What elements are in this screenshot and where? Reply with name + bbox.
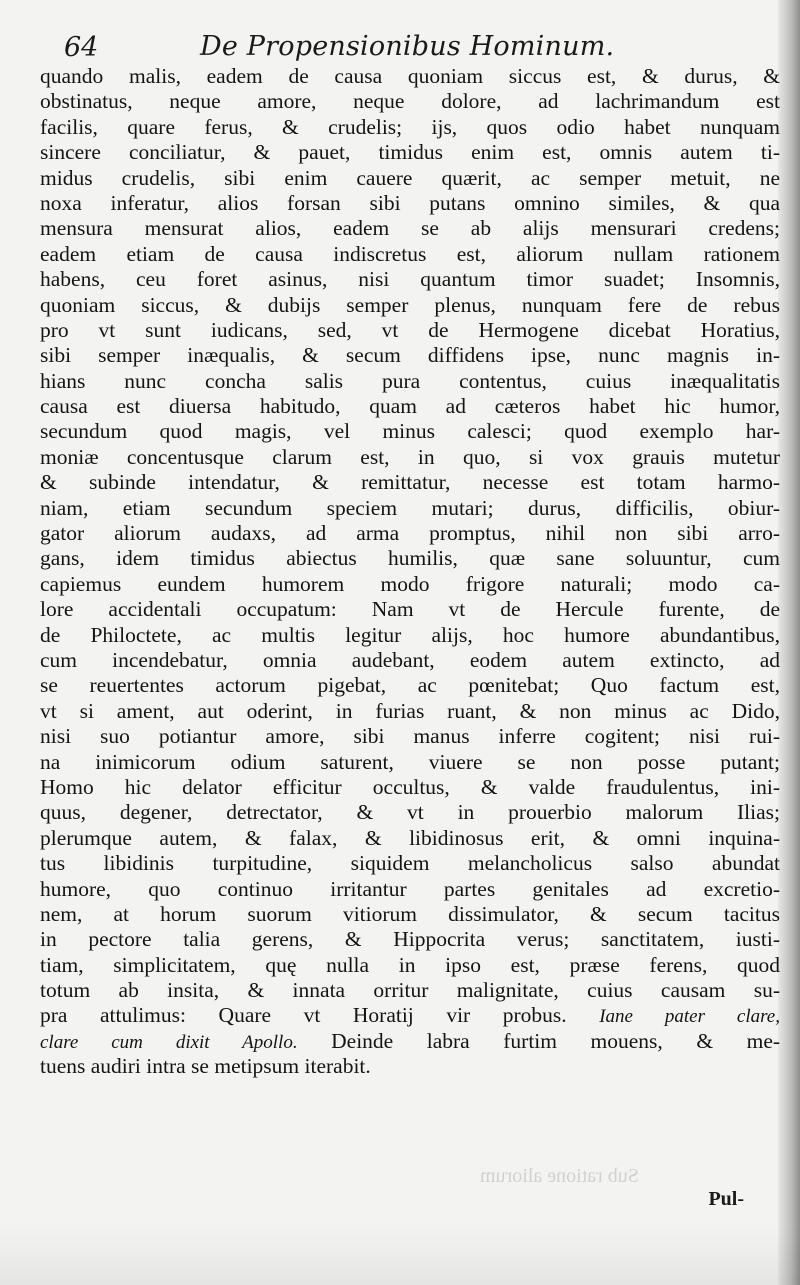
text-segment: pra attulimus: Quare vt Horatij vir probus. (40, 1003, 567, 1028)
page-bottom-shade (0, 1225, 800, 1285)
text-line: totum ab insita, & innata orritur malignitate, cuius causam su- (40, 978, 780, 1003)
text-line: causa est diuersa habitudo, quam ad cæteros habet hic humor, (40, 394, 780, 419)
text-line: & subinde intendatur, & remittatur, necesse est totam harmo- (40, 470, 780, 495)
text-line: mensura mensurat alios, eadem se ab alijs mensurari credens; (40, 216, 780, 241)
text-line: nisi suo potiantur amore, sibi manus inferre cogitent; nisi rui- (40, 724, 780, 749)
text-line: sibi semper inæqualis, & secum diffidens ipse, nunc magnis in- (40, 343, 780, 368)
text-line: gans, idem timidus abiectus humilis, quæ sane soluuntur, cum (40, 546, 780, 571)
text-line: niam, etiam secundum speciem mutari; durus, difficilis, obiur- (40, 495, 780, 520)
bleed-through-text: Sub ratione aliorum (480, 1165, 639, 1187)
quotation-italic: clare cum dixit Apollo. (40, 1031, 298, 1053)
text-line: gator aliorum audaxs, ad arma promptus, nihil non sibi arro- (40, 521, 780, 546)
text-line: secundum quod magis, vel minus calesci; quod exemplo har- (40, 419, 780, 444)
text-line: facilis, quare ferus, & crudelis; ijs, quos odio habet nunquam (40, 114, 780, 139)
text-line: de Philoctete, ac multis legitur alijs, hoc humore abundantibus, (40, 622, 780, 647)
text-line-last: tuens audiri intra se metipsum iterabit. (40, 1054, 371, 1079)
text-line: Homo hic delator efficitur occultus, & valde fraudulentus, ini- (40, 774, 780, 799)
text-line: moniæ concentusque clarum est, in quo, si vox grauis mutetur (40, 444, 780, 469)
quotation-italic: Iane pater clare, (599, 1006, 780, 1028)
text-line: na inimicorum odium saturent, viuere se non posse putant; (40, 749, 780, 774)
body-text (40, 64, 780, 1080)
text-line: noxa inferatur, alios forsan sibi putans omnino similes, & qua (40, 190, 780, 215)
text-line: capiemus eundem humorem modo frigore naturali; modo ca- (40, 571, 780, 596)
text-line: tus libidinis turpitudine, siquidem melancholicus salso abundat (40, 851, 780, 876)
text-line-with-quote (40, 1003, 780, 1028)
text-line: quus, degener, detrectator, & vt in prouerbio malorum Ilias; (40, 800, 780, 825)
text-line: nem, at horum suorum vitiorum dissimulator, & secum tacitus (40, 901, 780, 926)
text-line: obstinatus, neque amore, neque dolore, ad lachrimandum est (40, 89, 780, 114)
text-line: in pectore talia gerens, & Hippocrita verus; sanctitatem, iusti- (40, 927, 780, 952)
page-number: 64 (64, 32, 99, 63)
page-edge-shadow (778, 0, 800, 1285)
text-line: habens, ceu foret asinus, nisi quantum timor suadet; Insomnis, (40, 267, 780, 292)
text-line: quando malis, eadem de causa quoniam siccus est, & durus, & (40, 64, 780, 88)
text-line: sincere conciliatur, & pauet, timidus enim est, omnis autem ti- (40, 140, 780, 165)
text-line: cum incendebatur, omnia audebant, eodem autem extincto, ad (40, 647, 780, 672)
running-title: De Propensionibus Hominum. (200, 31, 615, 62)
text-line-with-quote (40, 1029, 780, 1054)
text-line: plerumque autem, & falax, & libidinosus erit, & omni inquina- (40, 825, 780, 850)
text-line: humore, quo continuo irritantur partes genitales ad excretio- (40, 876, 780, 901)
text-line: eadem etiam de causa indiscretus est, aliorum nullam rationem (40, 241, 780, 266)
text-line: se reuertentes actorum pigebat, ac pœnitebat; Quo factum est, (40, 673, 780, 698)
text-line: midus crudelis, sibi enim cauere quærit, ac semper metuit, ne (40, 165, 780, 190)
text-line: quoniam siccus, & dubijs semper plenus, nunquam fere de rebus (40, 292, 780, 317)
catchword: Pul- (708, 1188, 744, 1210)
text-line: hians nunc concha salis pura contentus, cuius inæqualitatis (40, 368, 780, 393)
text-line: tiam, simplicitatem, quę nulla in ipso est, præse ferens, quod (40, 952, 780, 977)
text-line: vt si ament, aut oderint, in furias ruant, & non minus ac Dido, (40, 698, 780, 723)
text-line: lore accidentali occupatum: Nam vt de Hercule furente, de (40, 597, 780, 622)
text-segment: Deinde labra furtim mouens, & me- (331, 1028, 780, 1053)
text-line: pro vt sunt iudicans, sed, vt de Hermogene dicebat Horatius, (40, 317, 780, 342)
